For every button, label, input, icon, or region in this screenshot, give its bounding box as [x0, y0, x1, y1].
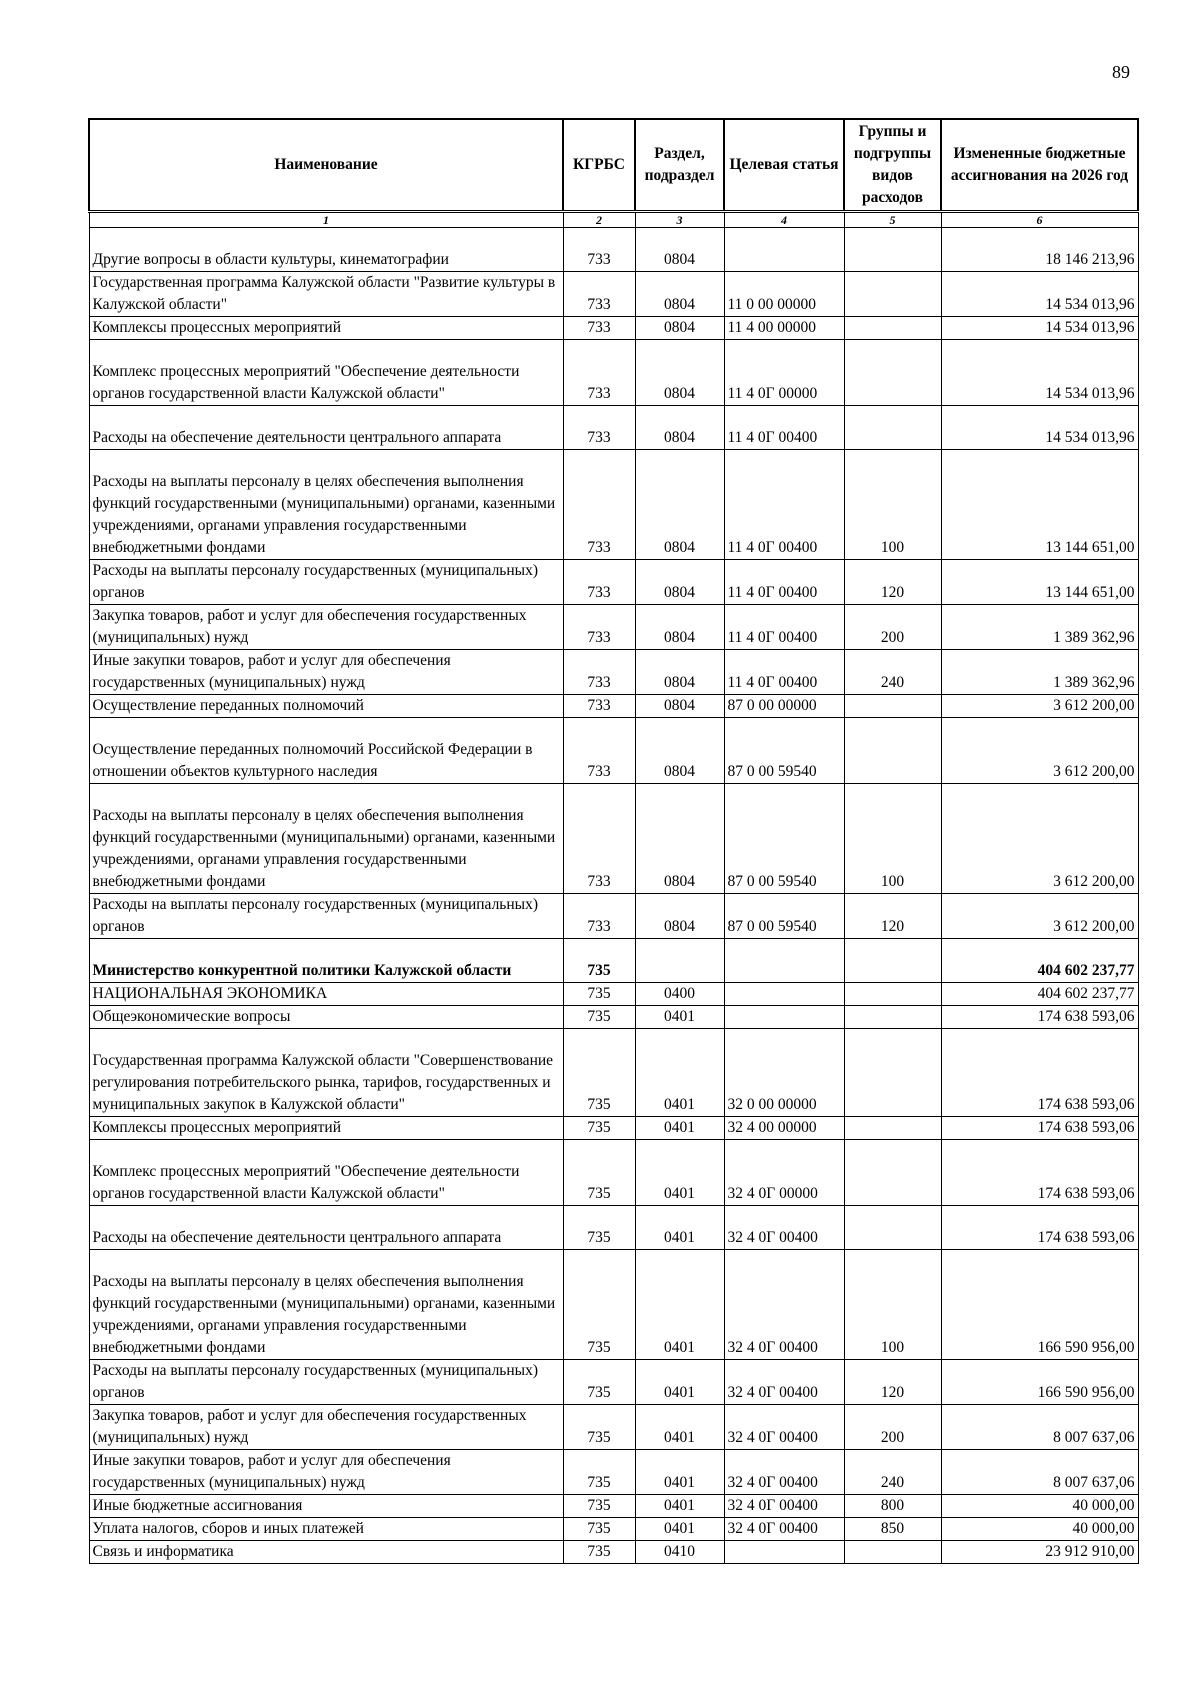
cell-target — [724, 1541, 844, 1564]
cell-kgrbs: 735 — [563, 1029, 635, 1117]
table-row — [89, 784, 1138, 894]
cell-name: Другие вопросы в области культуры, кинематографии — [89, 228, 563, 272]
cell-name: Государственная программа Калужской области "Совершенствование регулирования потребительского рынка, тарифов, государственных и муниципальных закупок в Калужской области" — [89, 1029, 563, 1117]
cell-section: 0804 — [635, 605, 724, 650]
cell-kgrbs: 733 — [563, 340, 635, 406]
table-row — [89, 1029, 1138, 1117]
cell-name: Комплекс процессных мероприятий "Обеспечение деятельности органов государственной власти Калужской области" — [89, 340, 563, 406]
table-row — [89, 939, 1138, 983]
table-row — [89, 1006, 1138, 1029]
cell-name: Расходы на выплаты персоналу в целях обеспечения выполнения функций государственными (муниципальными) органами, казенными учреждениями, органами управления государственными внебюджетными фондами — [89, 450, 563, 560]
cell-kgrbs: 735 — [563, 1518, 635, 1541]
cell-name: Расходы на выплаты персоналу государственных (муниципальных) органов — [89, 894, 563, 939]
cell-target — [724, 1006, 844, 1029]
cell-target: 11 0 00 00000 — [724, 272, 844, 317]
cell-kgrbs: 733 — [563, 718, 635, 784]
cell-name: Закупка товаров, работ и услуг для обеспечения государственных (муниципальных) нужд — [89, 1405, 563, 1450]
cell-kgrbs: 733 — [563, 650, 635, 695]
cell-amount: 13 144 651,00 — [941, 450, 1138, 560]
cell-name: Уплата налогов, сборов и иных платежей — [89, 1518, 563, 1541]
column-number: 5 — [844, 212, 941, 228]
cell-target: 87 0 00 00000 — [724, 695, 844, 718]
cell-group: 100 — [844, 784, 941, 894]
cell-group — [844, 1206, 941, 1250]
cell-amount: 174 638 593,06 — [941, 1140, 1138, 1206]
cell-name: Иные бюджетные ассигнования — [89, 1495, 563, 1518]
cell-section: 0401 — [635, 1495, 724, 1518]
cell-section: 0401 — [635, 1140, 724, 1206]
cell-amount: 18 146 213,96 — [941, 228, 1138, 272]
cell-group — [844, 1029, 941, 1117]
cell-name: Расходы на выплаты персоналу государственных (муниципальных) органов — [89, 560, 563, 605]
cell-name: Комплекс процессных мероприятий "Обеспечение деятельности органов государственной власти Калужской области" — [89, 1140, 563, 1206]
cell-amount: 14 534 013,96 — [941, 406, 1138, 450]
cell-group — [844, 406, 941, 450]
cell-target: 32 4 0Г 00400 — [724, 1518, 844, 1541]
cell-kgrbs: 733 — [563, 450, 635, 560]
cell-amount: 3 612 200,00 — [941, 695, 1138, 718]
table-row — [89, 1206, 1138, 1250]
table-row — [89, 983, 1138, 1006]
cell-target: 32 4 0Г 00400 — [724, 1206, 844, 1250]
cell-group — [844, 983, 941, 1006]
cell-amount: 404 602 237,77 — [941, 983, 1138, 1006]
cell-group: 800 — [844, 1495, 941, 1518]
cell-name: Комплексы процессных мероприятий — [89, 1117, 563, 1140]
column-number: 2 — [563, 212, 635, 228]
cell-section: 0401 — [635, 1518, 724, 1541]
cell-name: Расходы на выплаты персоналу государственных (муниципальных) органов — [89, 1360, 563, 1405]
cell-section: 0804 — [635, 695, 724, 718]
cell-group: 850 — [844, 1518, 941, 1541]
cell-amount: 14 534 013,96 — [941, 317, 1138, 340]
cell-section: 0401 — [635, 1360, 724, 1405]
cell-section: 0804 — [635, 894, 724, 939]
cell-target: 11 4 0Г 00400 — [724, 450, 844, 560]
table-row — [89, 406, 1138, 450]
cell-kgrbs: 735 — [563, 1117, 635, 1140]
cell-target — [724, 939, 844, 983]
cell-section: 0804 — [635, 340, 724, 406]
column-number: 4 — [724, 212, 844, 228]
cell-group — [844, 1541, 941, 1564]
cell-kgrbs: 733 — [563, 894, 635, 939]
cell-amount: 174 638 593,06 — [941, 1206, 1138, 1250]
cell-kgrbs: 735 — [563, 1140, 635, 1206]
table-row — [89, 340, 1138, 406]
cell-target: 32 4 0Г 00400 — [724, 1450, 844, 1495]
table-row — [89, 450, 1138, 560]
header-group: Группы и подгруппы видов расходов — [844, 119, 941, 212]
cell-amount: 8 007 637,06 — [941, 1405, 1138, 1450]
cell-group — [844, 695, 941, 718]
column-number: 1 — [89, 212, 563, 228]
cell-amount: 174 638 593,06 — [941, 1006, 1138, 1029]
cell-amount: 404 602 237,77 — [941, 939, 1138, 983]
table-row — [89, 1140, 1138, 1206]
cell-name: Расходы на выплаты персоналу в целях обеспечения выполнения функций государственными (муниципальными) органами, казенными учреждениями, органами управления государственными внебюджетными фондами — [89, 1250, 563, 1360]
cell-name: Закупка товаров, работ и услуг для обеспечения государственных (муниципальных) нужд — [89, 605, 563, 650]
cell-target: 32 4 0Г 00400 — [724, 1405, 844, 1450]
cell-kgrbs: 733 — [563, 228, 635, 272]
table-row — [89, 894, 1138, 939]
cell-target: 11 4 0Г 00400 — [724, 560, 844, 605]
table-row — [89, 718, 1138, 784]
table-row — [89, 1117, 1138, 1140]
cell-kgrbs: 735 — [563, 1495, 635, 1518]
cell-target: 11 4 00 00000 — [724, 317, 844, 340]
cell-section: 0401 — [635, 1405, 724, 1450]
cell-section: 0401 — [635, 1450, 724, 1495]
cell-group — [844, 317, 941, 340]
cell-section: 0401 — [635, 1006, 724, 1029]
cell-kgrbs: 735 — [563, 1405, 635, 1450]
cell-name: Связь и информатика — [89, 1541, 563, 1564]
table-row — [89, 1360, 1138, 1405]
cell-target: 11 4 0Г 00000 — [724, 340, 844, 406]
cell-name: Осуществление переданных полномочий Российской Федерации в отношении объектов культурного наследия — [89, 718, 563, 784]
table-row — [89, 1518, 1138, 1541]
cell-name: НАЦИОНАЛЬНАЯ ЭКОНОМИКА — [89, 983, 563, 1006]
cell-group — [844, 228, 941, 272]
table-row — [89, 1450, 1138, 1495]
cell-kgrbs: 735 — [563, 939, 635, 983]
cell-group: 120 — [844, 1360, 941, 1405]
cell-kgrbs: 735 — [563, 1541, 635, 1564]
cell-section: 0804 — [635, 784, 724, 894]
cell-kgrbs: 733 — [563, 695, 635, 718]
cell-section: 0804 — [635, 560, 724, 605]
cell-section: 0804 — [635, 406, 724, 450]
cell-section: 0804 — [635, 272, 724, 317]
cell-section: 0401 — [635, 1206, 724, 1250]
cell-amount: 23 912 910,00 — [941, 1541, 1138, 1564]
header-name: Наименование — [89, 119, 563, 212]
cell-kgrbs: 733 — [563, 560, 635, 605]
table-row — [89, 1495, 1138, 1518]
cell-target: 87 0 00 59540 — [724, 784, 844, 894]
column-number: 3 — [635, 212, 724, 228]
cell-group: 100 — [844, 450, 941, 560]
table-row — [89, 1541, 1138, 1564]
cell-kgrbs: 735 — [563, 1360, 635, 1405]
cell-kgrbs: 733 — [563, 605, 635, 650]
header-amount: Измененные бюджетные ассигнования на 2026 год — [941, 119, 1138, 212]
cell-name: Расходы на обеспечение деятельности центрального аппарата — [89, 1206, 563, 1250]
cell-group: 100 — [844, 1250, 941, 1360]
cell-amount: 166 590 956,00 — [941, 1360, 1138, 1405]
cell-kgrbs: 735 — [563, 1006, 635, 1029]
cell-group — [844, 1117, 941, 1140]
cell-group: 120 — [844, 560, 941, 605]
cell-group: 200 — [844, 605, 941, 650]
cell-target: 32 4 0Г 00000 — [724, 1140, 844, 1206]
cell-amount: 14 534 013,96 — [941, 272, 1138, 317]
cell-amount: 1 389 362,96 — [941, 605, 1138, 650]
cell-target: 32 4 0Г 00400 — [724, 1360, 844, 1405]
cell-kgrbs: 733 — [563, 317, 635, 340]
cell-name: Расходы на выплаты персоналу в целях обеспечения выполнения функций государственными (муниципальными) органами, казенными учреждениями, органами управления государственными внебюджетными фондами — [89, 784, 563, 894]
cell-group: 240 — [844, 650, 941, 695]
cell-name: Иные закупки товаров, работ и услуг для обеспечения государственных (муниципальных) нужд — [89, 650, 563, 695]
budget-table — [88, 118, 1139, 1564]
cell-section: 0804 — [635, 650, 724, 695]
table-row — [89, 272, 1138, 317]
cell-target: 11 4 0Г 00400 — [724, 406, 844, 450]
cell-target: 32 4 00 00000 — [724, 1117, 844, 1140]
cell-section: 0400 — [635, 983, 724, 1006]
table-row — [89, 317, 1138, 340]
cell-group — [844, 272, 941, 317]
cell-amount: 13 144 651,00 — [941, 560, 1138, 605]
cell-kgrbs: 733 — [563, 406, 635, 450]
table-row — [89, 228, 1138, 272]
cell-section — [635, 939, 724, 983]
cell-group — [844, 1140, 941, 1206]
cell-amount: 40 000,00 — [941, 1495, 1138, 1518]
cell-target: 32 0 00 00000 — [724, 1029, 844, 1117]
cell-section: 0401 — [635, 1029, 724, 1117]
column-number: 6 — [941, 212, 1138, 228]
table-row — [89, 650, 1138, 695]
cell-amount: 1 389 362,96 — [941, 650, 1138, 695]
cell-amount: 174 638 593,06 — [941, 1117, 1138, 1140]
cell-target: 11 4 0Г 00400 — [724, 605, 844, 650]
table-body — [89, 228, 1138, 1564]
cell-group — [844, 718, 941, 784]
cell-kgrbs: 735 — [563, 983, 635, 1006]
table-row — [89, 605, 1138, 650]
cell-name: Иные закупки товаров, работ и услуг для обеспечения государственных (муниципальных) нужд — [89, 1450, 563, 1495]
cell-target: 11 4 0Г 00400 — [724, 650, 844, 695]
header-section: Раздел, подраздел — [635, 119, 724, 212]
cell-amount: 3 612 200,00 — [941, 784, 1138, 894]
cell-name: Общеэкономические вопросы — [89, 1006, 563, 1029]
cell-group — [844, 939, 941, 983]
cell-group — [844, 1006, 941, 1029]
table-row — [89, 560, 1138, 605]
column-number-row — [89, 212, 1138, 228]
cell-section: 0804 — [635, 317, 724, 340]
cell-group — [844, 340, 941, 406]
cell-target — [724, 228, 844, 272]
cell-target: 32 4 0Г 00400 — [724, 1250, 844, 1360]
cell-kgrbs: 735 — [563, 1206, 635, 1250]
cell-group: 200 — [844, 1405, 941, 1450]
table-header-row — [89, 119, 1138, 212]
cell-section: 0410 — [635, 1541, 724, 1564]
table-row — [89, 695, 1138, 718]
cell-amount: 40 000,00 — [941, 1518, 1138, 1541]
header-target: Целевая статья — [724, 119, 844, 212]
cell-target — [724, 983, 844, 1006]
cell-name: Комплексы процессных мероприятий — [89, 317, 563, 340]
cell-name: Осуществление переданных полномочий — [89, 695, 563, 718]
table-row — [89, 1250, 1138, 1360]
cell-target: 32 4 0Г 00400 — [724, 1495, 844, 1518]
cell-section: 0804 — [635, 450, 724, 560]
cell-section: 0804 — [635, 718, 724, 784]
cell-kgrbs: 735 — [563, 1250, 635, 1360]
cell-section: 0401 — [635, 1117, 724, 1140]
cell-target: 87 0 00 59540 — [724, 718, 844, 784]
cell-section: 0401 — [635, 1250, 724, 1360]
cell-name: Государственная программа Калужской области "Развитие культуры в Калужской области" — [89, 272, 563, 317]
cell-section: 0804 — [635, 228, 724, 272]
cell-kgrbs: 733 — [563, 272, 635, 317]
table-row — [89, 1405, 1138, 1450]
cell-kgrbs: 733 — [563, 784, 635, 894]
cell-amount: 3 612 200,00 — [941, 894, 1138, 939]
cell-group: 120 — [844, 894, 941, 939]
cell-amount: 174 638 593,06 — [941, 1029, 1138, 1117]
cell-amount: 8 007 637,06 — [941, 1450, 1138, 1495]
cell-name: Министерство конкурентной политики Калужской области — [89, 939, 563, 983]
cell-kgrbs: 735 — [563, 1450, 635, 1495]
cell-amount: 3 612 200,00 — [941, 718, 1138, 784]
cell-amount: 14 534 013,96 — [941, 340, 1138, 406]
cell-group: 240 — [844, 1450, 941, 1495]
cell-target: 87 0 00 59540 — [724, 894, 844, 939]
cell-name: Расходы на обеспечение деятельности центрального аппарата — [89, 406, 563, 450]
cell-amount: 166 590 956,00 — [941, 1250, 1138, 1360]
page-number: 89 — [1112, 62, 1130, 82]
header-kgrbs: КГРБС — [563, 119, 635, 212]
